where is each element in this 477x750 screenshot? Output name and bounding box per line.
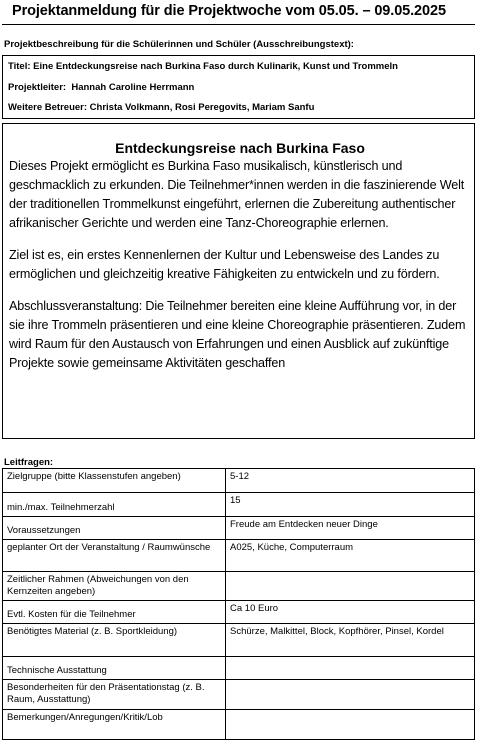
description-heading: Entdeckungsreise nach Burkina Faso	[115, 140, 365, 156]
table-row	[3, 657, 475, 680]
row-key: Evtl. Kosten für die Teilnehmer	[3, 601, 226, 624]
row-value	[226, 572, 475, 601]
row-value: Ca 10 Euro	[226, 601, 475, 624]
description-section-label: Projektbeschreibung für die Schülerinnen und Schüler (Ausschreibungstext):	[4, 39, 354, 50]
description-box	[2, 123, 475, 439]
row-value: Freude am Entdecken neuer Dinge	[226, 517, 475, 540]
title-underline	[2, 24, 475, 25]
row-key: Voraussetzungen	[3, 517, 226, 540]
project-info-box	[2, 55, 475, 119]
row-value: 5-12	[226, 469, 475, 493]
project-title-value: Eine Entdeckungsreise nach Burkina Faso durch Kulinarik, Kunst und Trommeln	[33, 61, 398, 72]
table-row	[3, 540, 475, 572]
project-helpers-label: Weitere Betreuer:	[8, 102, 88, 113]
table-row	[3, 680, 475, 710]
table-row	[3, 572, 475, 601]
guide-section-label: Leitfragen:	[4, 457, 54, 468]
description-paragraph: Abschlussveranstaltung: Die Teilnehmer bereiten eine kleine Aufführung vor, in der sie ihre Trommeln präsentieren und eine kleine Choreographie präsentieren. Zudem wird Raum für den Austausch von Erfahrungen und einen Ausblick auf zukünftige Projekte sowie gemeinsame Aktivitäten geschaffen	[9, 299, 466, 370]
row-value: 15	[226, 493, 475, 517]
row-value: Schürze, Malkittel, Block, Kopfhörer, Pinsel, Kordel	[226, 624, 475, 657]
guide-table	[2, 468, 475, 740]
row-key: geplanter Ort der Veranstaltung / Raumwünsche	[3, 540, 226, 572]
row-value	[226, 657, 475, 680]
table-row	[3, 517, 475, 540]
row-key: Technische Ausstattung	[3, 657, 226, 680]
row-value: A025, Küche, Computerraum	[226, 540, 475, 572]
table-row	[3, 601, 475, 624]
table-row	[3, 469, 475, 493]
description-paragraph: Dieses Projekt ermöglicht es Burkina Faso musikalisch, künstlerisch und geschmacklich zu erkunden. Die Teilnehmer*innen werden in die faszinierende Welt der traditionellen Trommelkunst eingeführt, erlernen die Zubereitung authentischer afrikanischer Gerichte und werden eine Tanz-Choreographie erlernen.	[9, 159, 465, 230]
description-paragraph: Ziel ist es, ein erstes Kennenlernen der Kultur und Lebensweise des Landes zu ermöglichen und gleichzeitig kreative Fähigkeiten zu entwickeln und zu fördern.	[9, 248, 440, 281]
project-helpers-line	[8, 102, 314, 113]
row-value	[226, 710, 475, 740]
table-row	[3, 710, 475, 740]
project-leader-value: Hannah Caroline Herrmann	[71, 82, 195, 93]
project-leader-line	[8, 82, 194, 93]
description-text	[9, 124, 471, 419]
table-row	[3, 493, 475, 517]
project-title-line	[8, 61, 398, 72]
project-leader-label: Projektleiter:	[8, 82, 67, 93]
row-key: Benötigtes Material (z. B. Sportkleidung)	[3, 624, 226, 657]
project-title-label: Titel:	[8, 61, 31, 72]
row-value	[226, 680, 475, 710]
row-key: Zeitlicher Rahmen (Abweichungen von den Kernzeiten angeben)	[3, 572, 226, 601]
row-key: Zielgruppe (bitte Klassenstufen angeben)	[3, 469, 226, 493]
row-key: Besonderheiten für den Präsentationstag (z. B. Raum, Ausstattung)	[3, 680, 226, 710]
row-key: Bemerkungen/Anregungen/Kritik/Lob	[3, 710, 226, 740]
table-row	[3, 624, 475, 657]
page-title: Projektanmeldung für die Projektwoche vom 05.05. – 09.05.2025	[12, 3, 446, 19]
row-key: min./max. Teilnehmerzahl	[3, 493, 226, 517]
project-helpers-value: Christa Volkmann, Rosi Peregovits, Mariam Sanfu	[89, 102, 315, 113]
